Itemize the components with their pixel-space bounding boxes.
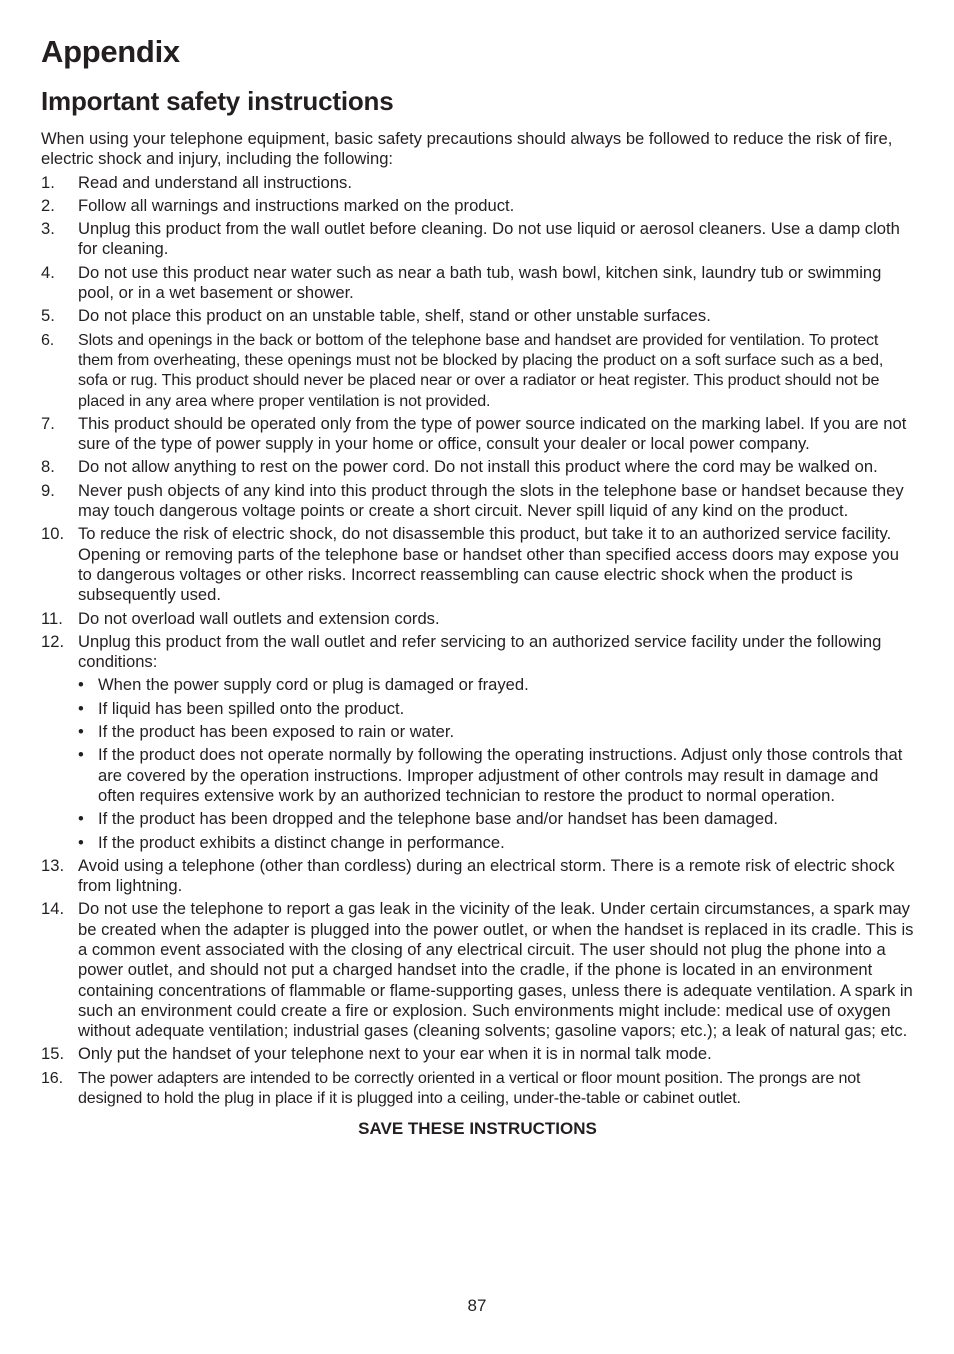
list-item [41,856,914,897]
section-heading: Important safety instructions [41,86,394,116]
item-number: 7. [41,413,55,433]
item-number: 1. [41,172,55,192]
item-number: 2. [41,195,55,215]
item-number: 6. [41,330,55,349]
list-item [41,632,914,853]
item-number: 15. [41,1044,65,1064]
list-item [41,414,914,455]
bullet-icon: • [78,832,84,852]
condition-item [78,699,914,719]
page-title: Appendix [41,34,180,69]
instructions-body [41,129,914,1140]
bullet-icon: • [78,809,84,829]
item-number: 13. [41,855,65,875]
list-item [41,196,914,216]
item-number: 10. [41,524,65,544]
list-item [41,263,914,304]
save-instructions-heading: SAVE THESE INSTRUCTIONS [358,1119,597,1139]
item-text: To reduce the risk of electric shock, do not disassemble this product, but take it to an authorized service facility. Opening or removing parts of the telephone base or handset other than specified access doors may expose you to dangerous voltages or other risks. Incorrect reassembling can cause electric shock when the product is subsequently used. [78,524,899,605]
page-number: 87 [467,1296,487,1315]
condition-item [78,809,914,829]
item-number: 11. [41,608,63,628]
condition-text: When the power supply cord or plug is damaged or frayed. [98,675,529,695]
item-text: Do not overload wall outlets and extension cords. [78,608,440,628]
condition-item [78,675,914,695]
list-item [41,524,914,605]
item-text: Avoid using a telephone (other than cordless) during an electrical storm. There is a remote risk of electric shock from lightning. [78,855,895,896]
item-number: 5. [41,306,55,326]
item-number: 12. [41,631,65,651]
list-item [41,1068,914,1109]
condition-text: If the product has been exposed to rain or water. [98,722,455,742]
item-number: 4. [41,262,55,282]
list-item [41,173,914,193]
item-text: Follow all warnings and instructions marked on the product. [78,195,515,215]
condition-text: If liquid has been spilled onto the product. [98,698,405,718]
item-text: Do not place this product on an unstable table, shelf, stand or other unstable surfaces. [78,306,711,326]
item-number: 8. [41,457,55,477]
list-item [41,899,914,1041]
condition-text: If the product has been dropped and the telephone base and/or handset has been damaged. [98,809,778,829]
condition-text: If the product exhibits a distinct change in performance. [98,832,505,852]
list-item [41,481,914,522]
item-number: 3. [41,219,55,239]
item-text: Do not use the telephone to report a gas leak in the vicinity of the leak. Under certain circumstances, a spark may be created when the adapter is plugged into the power outlet, or when the handset is replaced in its cradle. This is a common event associated with the closing of any electrical circuit. The user should not plug the phone into a power outlet, and should not put a charged handset into the cradle, if the phone is located in an environment containing concentrations of flammable or flame-supporting gases, unless there is adequate ventilation. A spark in such an environment could create a fire or explosion. Such environments might include: medical use of oxygen without adequate ventilation; industrial gases (cleaning solvents; gasoline vapors; etc.); a leak of natural gas; etc. [78,899,914,1041]
instructions-list [41,173,914,1109]
item-text: Unplug this product from the wall outlet and refer servicing to an authorized service facility under the following conditions: [78,631,882,672]
list-item [41,219,914,260]
item-text: Never push objects of any kind into this product through the slots in the telephone base or handset because they may touch dangerous voltage points or create a short circuit. Never spill liquid of any kind on the product. [78,480,904,521]
item-number: 14. [41,899,65,919]
item-text: Read and understand all instructions. [78,172,352,192]
condition-item [78,745,914,806]
condition-text: If the product does not operate normally by following the operating instructions. Adjust only those controls that are covered by the operation instructions. Improper adjustment of other controls may result in damage and often requires extensive work by an authorized technician to restore the product to normal operation. [98,745,903,805]
item-number: 9. [41,480,55,500]
item-text: Slots and openings in the back or bottom of the telephone base and handset are provided for ventilation. To protect them from overheating, these openings must not be blocked by placing the product on a soft surface such as a bed, sofa or rug. This product should never be placed near or over a radiator or heat register. This product should not be placed in any area where proper ventilation is not provided. [78,330,884,410]
item-text: The power adapters are intended to be correctly oriented in a vertical or floor mount position. The prongs are not designed to hold the plug in place if it is plugged into a ceiling, under-the-table or cabinet outlet. [78,1068,861,1108]
item-text: Only put the handset of your telephone next to your ear when it is in normal talk mode. [78,1044,712,1064]
list-item [41,306,914,326]
item-text: Do not use this product near water such as near a bath tub, wash bowl, kitchen sink, laundry tub or swimming pool, or in a wet basement or shower. [78,262,882,303]
list-item [41,330,914,411]
list-item [41,1044,914,1064]
bullet-icon: • [78,722,84,742]
item-text: Unplug this product from the wall outlet before cleaning. Do not use liquid or aerosol cleaners. Use a damp cloth for cleaning. [78,219,900,259]
list-item [41,609,914,629]
condition-item [78,833,914,853]
item-number: 16. [41,1068,63,1087]
bullet-icon: • [78,745,84,765]
item-text: Do not allow anything to rest on the power cord. Do not install this product where the cord may be walked on. [78,457,878,477]
bullet-icon: • [78,675,84,695]
conditions-list [78,675,914,852]
intro-paragraph: When using your telephone equipment, basic safety precautions should always be followed to reduce the risk of fire, electric shock and injury, including the following: [41,129,893,169]
condition-item [78,722,914,742]
list-item [41,457,914,477]
bullet-icon: • [78,698,84,718]
item-text: This product should be operated only from the type of power source indicated on the marking label. If you are not sure of the type of power supply in your home or office, consult your dealer or local power company. [78,413,907,454]
